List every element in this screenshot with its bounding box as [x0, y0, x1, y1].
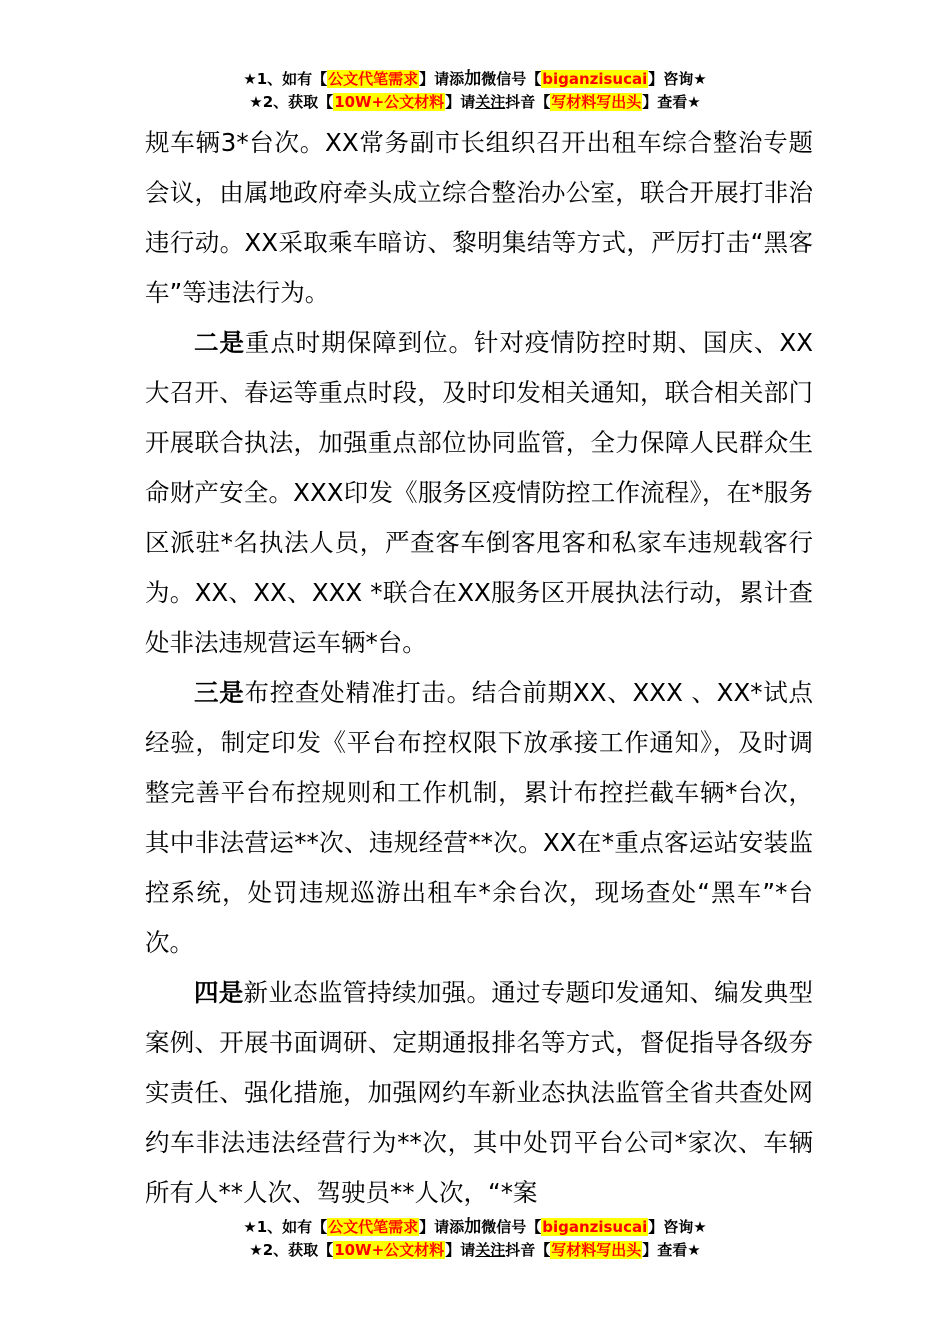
- douyin-id-highlight: 写材料写出头: [551, 93, 642, 111]
- paragraph-continuation: [145, 118, 813, 318]
- banner-line-1: [0, 68, 950, 91]
- banner-text: 】咨询★: [648, 1218, 707, 1236]
- banner-text: 】查看★: [642, 1241, 701, 1259]
- banner-highlight: 10W+公文材料: [334, 1241, 445, 1259]
- paragraph-text: 新业态监管持续加强。通过专题印发通知、编发典型案例、开展书面调研、定期通报排名等方式，督促指导各级夯实责任、强化措施，加强网约车新业态执法监管全省共查处网约车非法违法经营行为**次，其中处罚平台公司*家次、车辆所有人**人次、驾驶员**人次，“*案: [145, 978, 814, 1207]
- footer-banner: [0, 1216, 950, 1262]
- banner-text: 】咨询★: [648, 70, 707, 88]
- banner-text: 抖音【: [505, 1241, 551, 1259]
- banner-text: ★1、如有【: [243, 70, 328, 88]
- banner-highlight: 10W+公文材料: [334, 93, 445, 111]
- banner-text: 抖音【: [505, 93, 551, 111]
- banner-highlight: 公文代笔需求: [328, 70, 419, 88]
- header-banner: [0, 68, 950, 114]
- banner-text: ★2、获取【: [249, 1241, 334, 1259]
- paragraph-targeted-enforcement: [145, 668, 813, 968]
- wechat-id-highlight: biganzisucai: [542, 70, 648, 88]
- banner-emphasis: 加: [464, 1217, 482, 1237]
- paragraph-text: 布控查处精准打击。结合前期XX、XXX 、XX*试点经验，制定印发《平台布控权限下放承接工作通知》，及时调整完善平台布控规则和工作机制，累计布控拦截车辆*台次，其中非法营运**次、违规经营**次。XX在*重点客运站安装监控系统，处罚违规巡游出租车*余台次，现场查处“黑车”*台次。: [145, 678, 814, 957]
- banner-text: 】请: [445, 1241, 476, 1259]
- document-body: [145, 118, 813, 1218]
- paragraph-new-business-supervision: [145, 968, 813, 1218]
- banner-line-2: [0, 91, 950, 114]
- banner-text: 】请: [445, 93, 476, 111]
- paragraph-lead: 三是: [194, 678, 245, 707]
- paragraph-text: 规车辆3*台次。XX常务副市长组织召开出租车综合整治专题会议，由属地政府牵头成立综合整治办公室，联合开展打非治违行动。XX采取乘车暗访、黎明集结等方式，严厉打击“黑客车”等违法行为。: [145, 128, 813, 307]
- banner-text: ★2、获取【: [249, 93, 334, 111]
- douyin-id-highlight: 写材料写出头: [551, 1241, 642, 1259]
- banner-text: 】请添: [419, 70, 465, 88]
- banner-emphasis: 关注: [475, 93, 506, 111]
- banner-text: 】查看★: [642, 93, 701, 111]
- banner-text: ★1、如有【: [243, 1218, 328, 1236]
- banner-line-1: [0, 1216, 950, 1239]
- paragraph-key-periods: [145, 318, 813, 668]
- paragraph-lead: 二是: [194, 328, 245, 357]
- paragraph-text: 重点时期保障到位。针对疫情防控时期、国庆、XX大召开、春运等重点时段，及时印发相关通知，联合相关部门开展联合执法，加强重点部位协同监管，全力保障人民群众生命财产安全。XXX印发《服务区疫情防控工作流程》，在*服务区派驻*名执法人员，严查客车倒客甩客和私家车违规载客行为。XX、XX、XXX *联合在XX服务区开展执法行动，累计查处非法违规营运车辆*台。: [145, 328, 813, 657]
- banner-text: 微信号【: [481, 1218, 542, 1236]
- banner-emphasis: 关注: [475, 1241, 506, 1259]
- banner-text: 微信号【: [481, 70, 542, 88]
- wechat-id-highlight: biganzisucai: [542, 1218, 648, 1236]
- banner-emphasis: 加: [464, 69, 482, 89]
- banner-text: 】请添: [419, 1218, 465, 1236]
- banner-highlight: 公文代笔需求: [328, 1218, 419, 1236]
- paragraph-lead: 四是: [194, 978, 244, 1007]
- banner-line-2: [0, 1239, 950, 1262]
